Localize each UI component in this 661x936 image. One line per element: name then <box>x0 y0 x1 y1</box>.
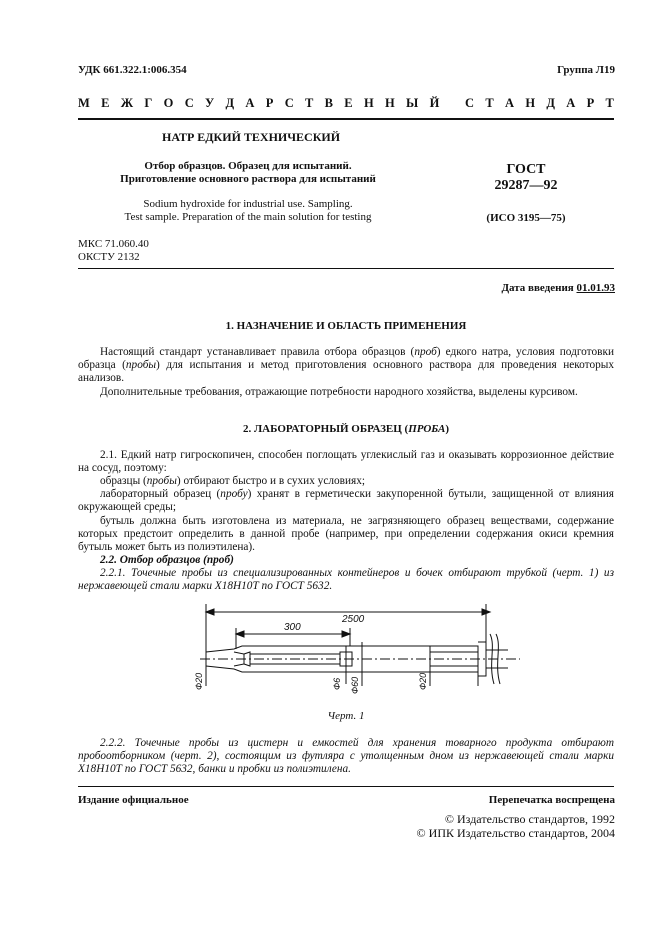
heading-letter: Ы <box>406 96 419 110</box>
header-rule <box>78 118 614 120</box>
subtitle-line-1: Отбор образцов. Образец для испытаний. <box>144 160 352 172</box>
gost-label: ГОСТ <box>506 162 546 177</box>
document-title: НАТР ЕДКИЙ ТЕХНИЧЕСКИЙ <box>162 130 341 144</box>
clause-2-1-item-1 <box>78 475 614 488</box>
heading-letter: С <box>465 96 475 110</box>
diameter-right-label: Ф20 <box>418 672 428 690</box>
heading-letter: М <box>78 96 90 110</box>
heading-letter: Н <box>525 96 536 110</box>
heading-letter <box>451 96 454 111</box>
diameter-mid-label: Ф60 <box>350 676 360 694</box>
heading-letter: А <box>505 96 515 110</box>
clause-2-1: 2.1. Едкий натр гигроскопичен, способен поглощать углекислый газ и оказывать коррозионное действие на сосуд, поэтому: <box>78 449 614 475</box>
heading-letter: Д <box>546 96 555 110</box>
italic-run: ПРОБА <box>408 423 446 435</box>
diameter-left-label: Ф20 <box>194 672 204 690</box>
english-line-2: Test sample. Preparation of the main solution for testing <box>124 211 372 223</box>
introduction-date <box>501 282 615 295</box>
text-run: образцы ( <box>100 475 147 487</box>
text-run: 2. ЛАБОРАТОРНЫЙ ОБРАЗЕЦ ( <box>242 423 409 435</box>
heading-letter: В <box>324 96 333 110</box>
gost-number: 29287—92 <box>494 178 558 193</box>
diameter-hole-label: Ф6 <box>332 677 342 690</box>
mks-code: МКС 71.060.40 <box>78 238 149 250</box>
dimension-inner-label: 300 <box>284 622 301 633</box>
section-2-heading <box>78 423 614 436</box>
sampling-tube-drawing <box>190 594 520 714</box>
text-run: ) едкого натра, условия подготовки образца ( <box>78 346 614 372</box>
reprint-notice: Перепечатка воспрещена <box>488 794 615 806</box>
udk-code: УДК 661.322.1:006.354 <box>78 64 187 76</box>
section-1-heading: 1. НАЗНАЧЕНИЕ И ОБЛАСТЬ ПРИМЕНЕНИЯ <box>225 320 467 332</box>
heading-letter: Г <box>144 96 153 110</box>
heading-letter: Е <box>101 96 110 110</box>
heading-letter: Р <box>265 96 274 110</box>
text-run: ) для испытания и метод приготовления основного раствора для проведения некоторых анализов. <box>78 359 614 385</box>
italic-run: пробы <box>146 475 177 487</box>
figure-caption: Черт. 1 <box>327 710 365 722</box>
text-run: ) отбирают быстро и в сухих условиях; <box>176 475 365 487</box>
copyright-block <box>417 812 615 840</box>
section-1-paragraph-2: Дополнительные требования, отражающие потребности народного хозяйства, выделены курсивом. <box>100 386 578 398</box>
gost-designation <box>466 162 586 194</box>
heading-letter: Т <box>485 96 494 110</box>
english-line-1: Sodium hydroxide for industrial use. Sampling. <box>143 198 353 210</box>
heading-letter: Й <box>429 96 440 110</box>
heading-letter: Н <box>363 96 374 110</box>
italic-run: пробы <box>125 359 157 372</box>
okstu-code: ОКСТУ 2132 <box>78 251 140 263</box>
italic-run: пробу <box>220 488 248 500</box>
introduction-date-value: 01.01.93 <box>576 282 615 294</box>
clause-2-2-heading: 2.2. Отбор образцов (проб) <box>100 554 234 566</box>
title-block-rule <box>78 268 614 269</box>
subtitle <box>100 160 396 186</box>
heading-letter: Н <box>384 96 395 110</box>
italic-run: проб <box>414 346 437 358</box>
official-edition-label: Издание официальное <box>78 794 189 806</box>
clause-2-1-item-2 <box>78 488 614 514</box>
clause-2-1-item-3: бутыль должна быть изготовлена из материала, не загрязняющего образец веществами, содержание которых предстоит определить в данной пробе (например, при определении содержания окиси кремния бутыль может быть из полиэтилена). <box>78 515 614 554</box>
heading-letter: С <box>284 96 294 110</box>
footer-rule <box>78 786 614 787</box>
group-code: Группа Л19 <box>557 64 615 76</box>
heading-letter: Т <box>305 96 314 110</box>
english-title <box>100 198 396 224</box>
heading-letter: Р <box>586 96 595 110</box>
text-run: ) хранят в герметически закупоренной бутыли, защищенной от влияния окружающей среды; <box>78 488 614 514</box>
heading-letter: Д <box>225 96 235 110</box>
section-1-paragraph-1 <box>78 346 614 386</box>
heading-letter: Ж <box>120 96 134 110</box>
heading-letter: С <box>184 96 194 110</box>
heading-letter: Т <box>605 96 614 110</box>
heading-letter: А <box>245 96 255 110</box>
heading-letter: О <box>163 96 174 110</box>
iso-reference: (ИСО 3195—75) <box>486 212 566 224</box>
clause-2-2-2: 2.2.2. Точечные пробы из цистерн и емкостей для хранения товарного продукта отбирают пробоотборником (черт. 2), состоящим из футляра с утолщенным дном из нержавеющей стали марки Х18Н10Т по ГОСТ 5632, банки и пробки из полиэтилена. <box>78 737 614 776</box>
text-run: лабораторный образец ( <box>100 488 221 500</box>
text-run: Настоящий стандарт устанавливает правила отбора образцов ( <box>100 346 415 358</box>
standard-type-heading <box>78 96 614 111</box>
copyright-line-1: © Издательство стандартов, 1992 <box>444 812 615 826</box>
heading-letter: Е <box>344 96 353 110</box>
introduction-date-label: Дата введения <box>501 282 574 294</box>
heading-letter: А <box>566 96 576 110</box>
subtitle-line-2: Приготовление основного раствора для испытаний <box>120 173 376 185</box>
dimension-total-label: 2500 <box>342 614 365 625</box>
heading-letter: У <box>205 96 215 110</box>
classification-codes <box>78 238 149 264</box>
clause-2-2-1: 2.2.1. Точечные пробы из специализированных контейнеров и бочек отбирают трубкой (черт. 1) из нержавеющей стали марки Х18Н10Т по ГОСТ 5632. <box>78 567 614 593</box>
text-run: ) <box>445 423 450 435</box>
copyright-line-2: © ИПК Издательство стандартов, 2004 <box>416 826 615 840</box>
